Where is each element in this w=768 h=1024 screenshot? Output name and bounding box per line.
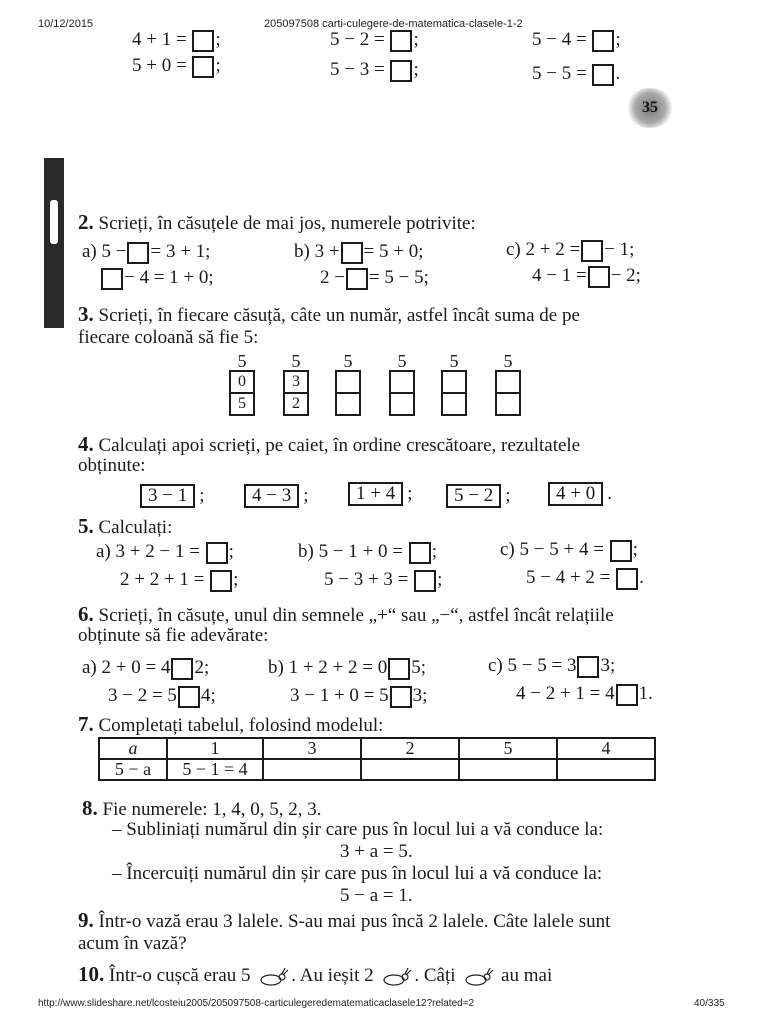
ex2-b2: 2 − = 5 − 5; bbox=[320, 267, 429, 288]
ex6-a1: a) 2 + 0 = 4 2; bbox=[82, 657, 210, 678]
top-row-1-col-1: 4 + 1 = ; bbox=[132, 29, 221, 50]
binding-strip bbox=[44, 158, 64, 328]
sum-box[interactable]: 3 bbox=[283, 370, 309, 394]
sign-box[interactable] bbox=[388, 658, 410, 680]
table-cell: 5 − a bbox=[99, 759, 167, 780]
sum-box[interactable] bbox=[335, 394, 361, 416]
ex6-b2: 3 − 1 + 0 = 5 3; bbox=[290, 685, 428, 706]
answer-box[interactable] bbox=[192, 30, 214, 52]
sum-box[interactable] bbox=[389, 370, 415, 394]
sign-box[interactable] bbox=[390, 686, 412, 708]
answer-box[interactable] bbox=[390, 60, 412, 82]
ex8-line2: – Încercuiți numărul din șir care pus în locul lui a vă conduce la: bbox=[112, 863, 603, 884]
binding-slot bbox=[50, 200, 58, 244]
ex6-c1: c) 5 − 5 = 3 3; bbox=[488, 655, 616, 676]
table-cell: 5 − 1 = 4 bbox=[167, 759, 263, 780]
sum-box[interactable] bbox=[495, 370, 521, 394]
top-row-2-col-1: 5 + 0 = ; bbox=[132, 55, 221, 76]
top-row-2-col-3: 5 − 5 = . bbox=[532, 63, 621, 84]
ex2-c2: 4 − 1 = − 2; bbox=[532, 265, 641, 286]
ex2-c1: c) 2 + 2 = − 1; bbox=[506, 239, 635, 260]
answer-box[interactable] bbox=[581, 240, 603, 262]
ex7-title: 7. Completați tabelul, folosind modelul: bbox=[78, 712, 384, 736]
ex5-a1: a) 3 + 2 − 1 = ; bbox=[96, 541, 234, 562]
ex8-eq1: 3 + a = 5. bbox=[340, 841, 413, 862]
rabbit-icon bbox=[460, 967, 496, 987]
answer-box[interactable] bbox=[341, 242, 363, 264]
table-cell: a bbox=[99, 738, 167, 759]
answer-box[interactable] bbox=[414, 570, 436, 592]
ex3-column: 5 bbox=[388, 352, 416, 416]
table-cell-answer[interactable] bbox=[263, 759, 361, 780]
ex5-b2: 5 − 3 + 3 = ; bbox=[324, 569, 443, 590]
sign-box[interactable] bbox=[178, 686, 200, 708]
sign-box[interactable] bbox=[171, 658, 193, 680]
top-row-2-col-2: 5 − 3 = ; bbox=[330, 59, 419, 80]
page-number-badge: 35 bbox=[627, 88, 673, 128]
ex4-title-line2: obținute: bbox=[78, 455, 146, 476]
answer-box[interactable] bbox=[409, 542, 431, 564]
sum-box[interactable]: 0 bbox=[229, 370, 255, 394]
answer-box[interactable] bbox=[127, 242, 149, 264]
top-row-1-col-2: 5 − 2 = ; bbox=[330, 29, 419, 50]
answer-box[interactable] bbox=[616, 568, 638, 590]
ex6-title-line2: obținute să fie adevărate: bbox=[78, 625, 269, 646]
sum-box[interactable]: 2 bbox=[283, 394, 309, 416]
rabbit-icon bbox=[255, 967, 291, 987]
ex6-b1: b) 1 + 2 + 2 = 0 5; bbox=[268, 657, 427, 678]
sum-box[interactable] bbox=[495, 394, 521, 416]
table-row bbox=[99, 738, 655, 759]
table-cell: 5 bbox=[459, 738, 557, 759]
top-row-1-col-3: 5 − 4 = ; bbox=[532, 29, 621, 50]
ex6-a2: 3 − 2 = 5 4; bbox=[108, 685, 216, 706]
answer-box[interactable] bbox=[192, 56, 214, 78]
ex2-a2: − 4 = 1 + 0; bbox=[100, 266, 214, 290]
ex6-c2: 4 − 2 + 1 = 4 1. bbox=[516, 683, 653, 704]
ex4-item: 3 − 1 ; bbox=[140, 484, 205, 508]
answer-box[interactable] bbox=[588, 266, 610, 288]
ex4-item: 4 − 3 ; bbox=[244, 484, 309, 508]
ex9-title: 9. Într-o vază erau 3 lalele. S-au mai pus încă 2 lalele. Câte lalele sunt bbox=[78, 908, 611, 932]
ex2-title: 2. Scrieți, în căsuțele de mai jos, numerele potrivite: bbox=[78, 210, 476, 234]
ex9-title-line2: acum în vază? bbox=[78, 933, 187, 954]
ex10-title: 10. Într-o cușcă erau 5 . Au ieșit 2 . Câți au mai bbox=[78, 962, 553, 986]
footer-page-count: 40/335 bbox=[694, 998, 725, 1009]
ex5-title: 5. Calculați: bbox=[78, 514, 173, 538]
answer-box[interactable] bbox=[101, 268, 123, 290]
ex6-title: 6. Scrieți, în căsuțe, unul din semnele „+“ sau „−“, astfel încât relațiile bbox=[78, 602, 614, 626]
table-cell-answer[interactable] bbox=[361, 759, 459, 780]
ex4-item: 4 + 0 . bbox=[548, 482, 612, 506]
sum-box[interactable] bbox=[335, 370, 361, 394]
ex4-item: 1 + 4 ; bbox=[348, 482, 413, 506]
ex2-a1: a) 5 − = 3 + 1; bbox=[82, 241, 211, 262]
sign-box[interactable] bbox=[616, 684, 638, 706]
table-cell: 4 bbox=[557, 738, 655, 759]
answer-box[interactable] bbox=[592, 64, 614, 86]
sum-box[interactable] bbox=[389, 394, 415, 416]
table-cell-answer[interactable] bbox=[459, 759, 557, 780]
sum-box[interactable]: 5 bbox=[229, 394, 255, 416]
ex5-c2: 5 − 4 + 2 = . bbox=[526, 567, 644, 588]
ex3-title-line2: fiecare coloană să fie 5: bbox=[78, 327, 259, 348]
sum-box[interactable] bbox=[441, 370, 467, 394]
ex8-eq2: 5 − a = 1. bbox=[340, 885, 413, 906]
answer-box[interactable] bbox=[346, 268, 368, 290]
table-cell: 3 bbox=[263, 738, 361, 759]
ex3-column: 5 3 2 bbox=[282, 352, 310, 416]
ex5-c1: c) 5 − 5 + 4 = ; bbox=[500, 539, 638, 560]
ex3-column: 5 bbox=[440, 352, 468, 416]
ex8-title: 8. Fie numerele: 1, 4, 0, 5, 2, 3. bbox=[82, 796, 322, 820]
table-cell: 2 bbox=[361, 738, 459, 759]
ex3-column: 5 bbox=[334, 352, 362, 416]
table-cell-answer[interactable] bbox=[557, 759, 655, 780]
header-doc-title: 205097508 carti-culegere-de-matematica-clasele-1-2 bbox=[264, 18, 523, 30]
ex4-item: 5 − 2 ; bbox=[446, 484, 511, 508]
sum-box[interactable] bbox=[441, 394, 467, 416]
ex3-column: 5 0 5 bbox=[228, 352, 256, 416]
footer-url[interactable]: http://www.slideshare.net/lcosteiu2005/205097508-carticulegeredematematicaclasele12?related=2 bbox=[38, 998, 475, 1009]
ex5-b1: b) 5 − 1 + 0 = ; bbox=[298, 541, 438, 562]
rabbit-icon bbox=[378, 967, 414, 987]
ex5-a2: 2 + 2 + 1 = ; bbox=[120, 569, 239, 590]
ex7-table bbox=[98, 737, 656, 781]
ex3-column: 5 bbox=[494, 352, 522, 416]
sign-box[interactable] bbox=[577, 656, 599, 678]
table-cell: 1 bbox=[167, 738, 263, 759]
ex2-b1: b) 3 + = 5 + 0; bbox=[294, 241, 424, 262]
ex8-line1: – Subliniați numărul din șir care pus în locul lui a vă conduce la: bbox=[112, 819, 604, 840]
ex4-title: 4. Calculați apoi scrieți, pe caiet, în ordine crescătoare, rezultatele bbox=[78, 432, 581, 456]
table-row bbox=[99, 759, 655, 780]
answer-box[interactable] bbox=[210, 570, 232, 592]
header-date: 10/12/2015 bbox=[38, 18, 94, 30]
ex3-title: 3. Scrieți, în fiecare căsuță, câte un număr, astfel încât suma de pe bbox=[78, 302, 580, 326]
answer-box[interactable] bbox=[610, 540, 632, 562]
answer-box[interactable] bbox=[592, 30, 614, 52]
answer-box[interactable] bbox=[390, 30, 412, 52]
answer-box[interactable] bbox=[206, 542, 228, 564]
